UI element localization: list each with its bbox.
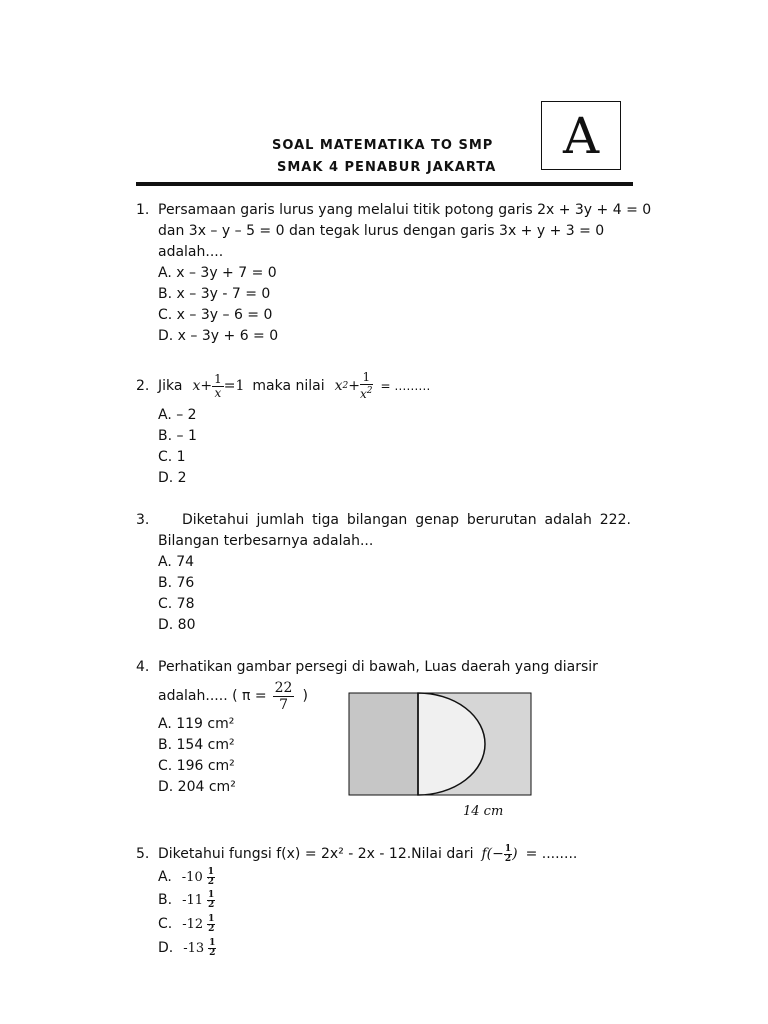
option-a[interactable]: A. 119 cm² [158,716,235,732]
eq1-plus: + [200,377,213,394]
version-box [541,101,621,170]
question-text-line: Perhatikan gambar persegi di bawah, Luas daerah yang diarsir [158,659,598,675]
option-d[interactable]: D. 2 [158,470,187,486]
version-letter: A [562,107,600,165]
option-d[interactable]: D. 80 [158,617,196,633]
question-text-line [158,368,430,404]
option-d[interactable]: D. -13 1 2 [158,937,216,958]
option-a[interactable]: A. -10 1 2 [158,866,214,887]
square-figure [348,692,534,798]
option-b[interactable]: B. 76 [158,575,195,591]
f-fraction: $\frac{1}{2}$ [504,843,512,864]
eq2-var: x [334,377,343,394]
eq2-fraction [360,371,373,401]
option-c[interactable]: C. 196 cm² [158,758,235,774]
option-b[interactable]: B. – 1 [158,428,197,444]
eq1-numerator: 1 [214,371,222,386]
option-c[interactable]: C. 1 [158,449,186,465]
question-text-line: adalah.... [158,244,224,260]
option-c[interactable]: C. -12 1 2 [158,913,215,934]
question-text-line: adalah..... ( π = $\frac{22}{7}$ ) [158,679,308,713]
question-number: 5. [136,846,150,862]
jika-text: Jika [158,377,183,394]
question-text-line: Diketahui fungsi f(x) = 2x² - 2x - 12.Nilai dari f(− $\frac{1}{2}$ ) = ........ [158,843,578,864]
option-d[interactable]: D. x – 3y + 6 = 0 [158,328,279,344]
option-b[interactable]: B. -11 1 2 [158,889,215,910]
option-d[interactable]: D. 204 cm² [158,779,236,795]
option-a[interactable]: A. – 2 [158,407,197,423]
figure-left-shaded [349,693,418,795]
option-b[interactable]: B. 154 cm² [158,737,235,753]
question-number: 1. [136,202,150,218]
question-number: 2. [136,378,150,394]
option-c[interactable]: C. 78 [158,596,195,612]
header-rule [136,182,633,186]
pi-fraction: $\frac{22}{7}$ [274,679,293,713]
question-text-line: Persamaan garis lurus yang melalui titik potong garis 2x + 3y + 4 = 0 [158,202,652,218]
question-number: 3. [136,512,150,528]
eq2-tail: = ……… [380,378,431,393]
question-text-line: Diketahui jumlah tiga bilangan genap berurutan adalah 222. [182,512,631,528]
eq2-plus: + [348,377,360,394]
maka-text: maka nilai [252,377,325,394]
figure-label: 14 cm [463,804,504,819]
exam-title-line2: SMAK 4 PENABUR JAKARTA [277,160,497,175]
exam-title-line1: SOAL MATEMATIKA TO SMP [272,138,494,153]
eq2-denominator: $x^2$ [360,386,373,401]
option-a[interactable]: A. x – 3y + 7 = 0 [158,265,277,281]
question-number: 4. [136,659,150,675]
eq1-denominator: x [214,385,222,400]
question-text-line: dan 3x – y – 5 = 0 dan tegak lurus dengan garis 3x + y + 3 = 0 [158,223,605,239]
option-a[interactable]: A. 74 [158,554,195,570]
eq2-exponent: 2 [342,380,349,391]
question-text-line: Bilangan terbesarnya adalah... [158,533,374,549]
eq1-var: x [192,377,201,394]
eq2-numerator: 1 [360,371,373,385]
eq1-fraction [212,373,224,400]
eq1-rhs: =1 [223,377,245,394]
option-c[interactable]: C. x – 3y – 6 = 0 [158,307,273,323]
option-b[interactable]: B. x – 3y - 7 = 0 [158,286,271,302]
